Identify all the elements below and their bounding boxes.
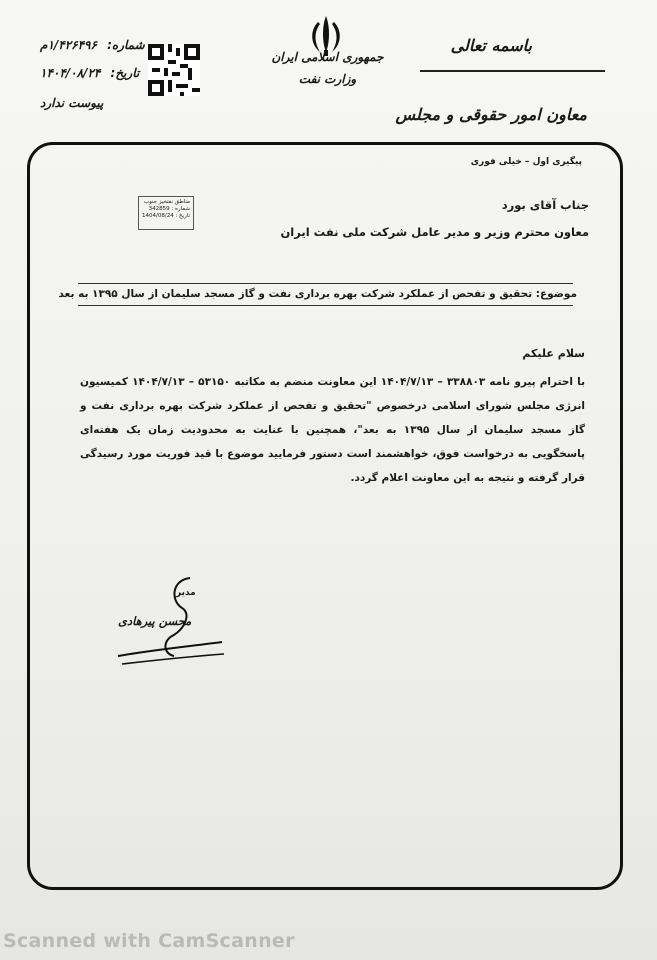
qr-code-icon: [148, 44, 200, 96]
basmala: باسمه تعالی: [450, 36, 532, 55]
letter-date: ۱۴۰۴/۰۸/۲۴: [40, 66, 101, 80]
recipient-position: معاون محترم وزیر و مدیر عامل شرکت ملی نفت ایران: [280, 225, 589, 239]
letter-date-label: تاریخ:: [110, 66, 140, 80]
scanner-watermark: Scanned with CamScanner: [3, 930, 295, 952]
recipient-name: جناب آقای بورد: [501, 198, 589, 212]
registration-stamp: [138, 196, 194, 230]
subject-line: موضوع: تحقیق و تفحص از عملکرد شرکت بهره برداری نفت و گاز مسجد سلیمان از سال ۱۳۹۵ به بعد: [58, 288, 577, 300]
attachment-note: پیوست ندارد: [40, 96, 104, 110]
letter-frame: [27, 142, 623, 890]
followup-priority: پیگیری اول – خیلی فوری: [470, 157, 582, 167]
stamp-org: مناطق نفتخیز جنوب: [143, 199, 190, 205]
subject-top-divider: [78, 283, 573, 284]
signatory-title: مدیر: [176, 588, 196, 598]
letter-date-row: [40, 66, 139, 80]
stamp-number: شماره : 342859: [148, 206, 190, 212]
letter-number-row: [40, 38, 145, 52]
deputy-office-title: معاون امور حقوقی و مجلس: [395, 105, 587, 124]
greeting: سلام علیکم: [522, 347, 585, 360]
letter-body: با احترام پیرو نامه ۳۳۸۸۰۳ – ۱۴۰۴/۷/۱۳ این معاونت منضم به مکاتبه ۵۳۱۵۰ – ۱۴۰۴/۷/۱۳ کمیسیون انرژی مجلس شورای اسلامی درخصوص "تحقیق و تفحص از عملکرد شرکت بهره برداری نفت و گاز مسجد سلیمان از سال ۱۳۹۵ به بعد"، همچنین با عنایت به محدودیت زمان یک هفته‌ای پاسخگویی به درخواست فوق، خواهشمند است دستور فرمایید موضوع با قید فوریت مورد رسیدگی قرار گرفته و نتیجه به این معاونت اعلام گردد.: [80, 376, 586, 484]
letter-number-label: شماره:: [107, 38, 145, 52]
subject-bottom-divider: [78, 305, 573, 306]
letter-number: ۱/۴۲۶۴۹۶م: [40, 38, 97, 52]
stamp-date: تاریخ : 1404/08/24: [142, 213, 190, 219]
ministry-name: وزارت نفت: [298, 72, 357, 86]
signatory-name: محسن پیرهادی: [118, 614, 192, 628]
header-divider: [420, 70, 605, 72]
republic-name: جمهوری اسلامی ایران: [271, 50, 384, 64]
